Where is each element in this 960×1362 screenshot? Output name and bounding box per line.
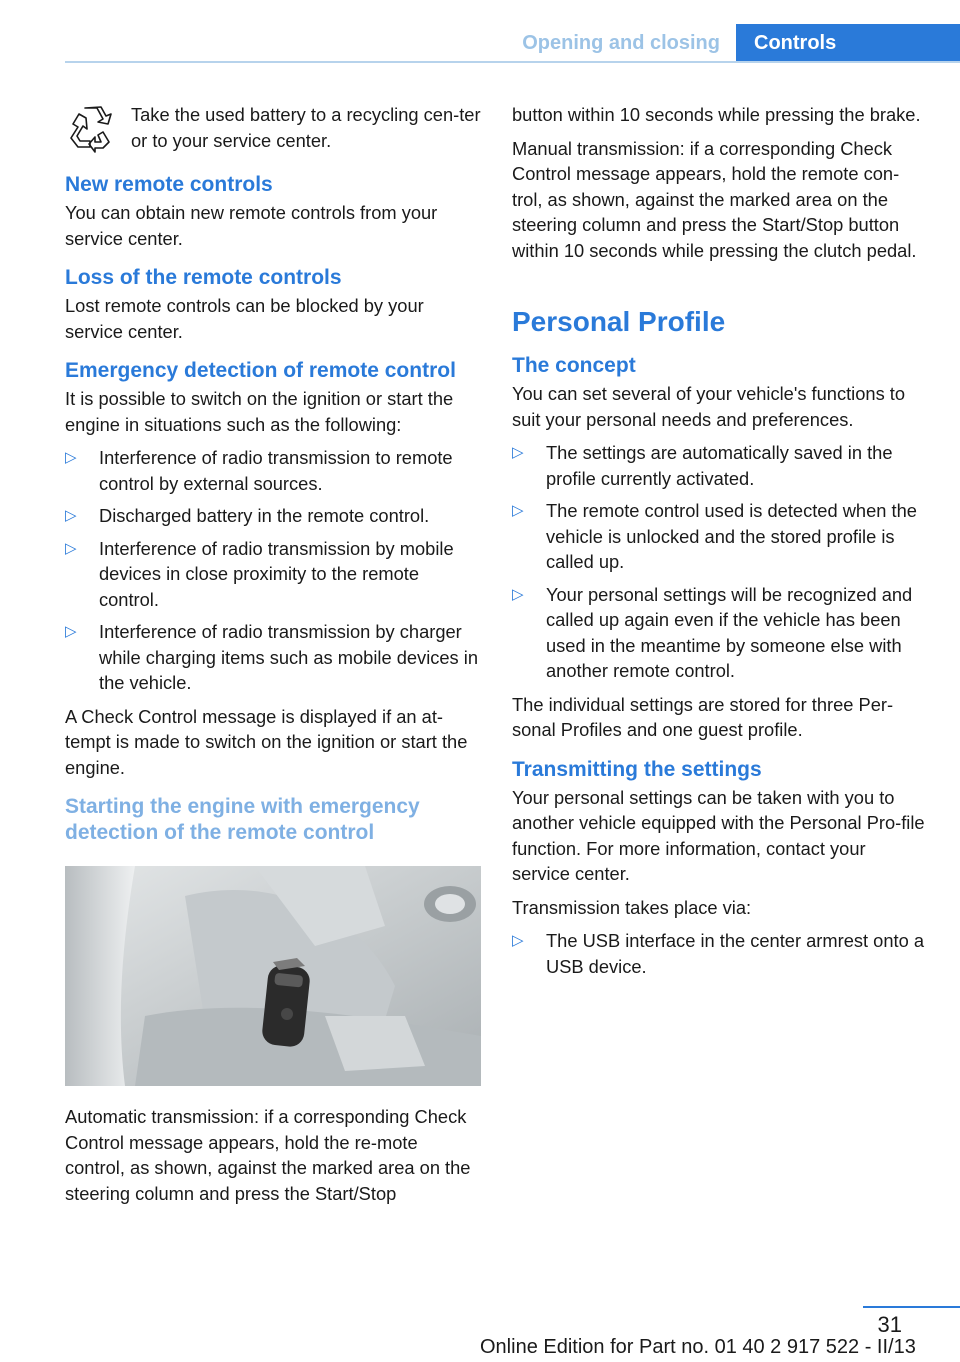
page-number: 31 — [877, 1312, 902, 1337]
bullet-icon: ▷ — [512, 502, 524, 519]
bullet-icon: ▷ — [512, 585, 524, 603]
bullet-icon: ▷ — [512, 932, 524, 949]
heading-personal-profile: Personal Profile — [512, 306, 726, 337]
recycle-text: Take the used battery to a recycling cen‐ter or to your service center. — [131, 104, 481, 151]
list-item: ▷ The remote control used is detected when the vehicle is unlocked and the stored profile is called up. — [512, 500, 917, 572]
steering-column-figure — [65, 866, 481, 1086]
bullet-icon: ▷ — [65, 507, 77, 524]
list-item: ▷ Discharged battery in the remote control. — [65, 503, 481, 529]
heading-loss: Loss of the remote controls — [65, 266, 342, 289]
bullet-icon: ▷ — [65, 449, 77, 466]
bullet-icon: ▷ — [65, 623, 77, 640]
list-item: ▷ Interference of radio transmission to remote control by external sources. — [65, 447, 453, 494]
heading-new-remote: New remote controls — [65, 173, 273, 196]
manual-transmission-text: Manual transmission: if a corresponding Check Control message appears, hold the remote con‐trol, as shown, against the marked area on the steering column and press the Start/Stop button within 10 seconds while pressing the clutch pedal. — [512, 137, 917, 261]
list-item: ▷ Interference of radio transmission by mobile devices in close proximity to the remote control. — [65, 537, 454, 610]
list-item: ▷ Your personal settings will be recognized and called up again even if the vehicle has been used in the meantime by someone else with another remote control. — [512, 583, 913, 681]
heading-concept: The concept — [512, 354, 636, 377]
emergency-list — [65, 445, 481, 696]
header-divider — [65, 61, 960, 63]
list-item: ▷ The settings are automatically saved in the profile currently activated. — [512, 442, 893, 489]
left-column — [65, 102, 481, 1214]
heading-transmitting: Transmitting the settings — [512, 757, 762, 781]
transmitting-intro: Your personal settings can be taken with you to another vehicle equipped with the Personal Pro‐file function. For more information, contact your service center. — [512, 786, 925, 884]
heading-emergency: Emergency detection of remote control — [65, 359, 456, 382]
concept-after: The individual settings are stored for three Per‐sonal Profiles and one guest profile. — [512, 693, 894, 740]
figure-caption: Automatic transmission: if a corresponding Check Control message appears, hold the re‐mote control, as shown, against the marked area on the steering column and press the Start/Stop — [65, 1106, 471, 1204]
recycle-note — [65, 102, 481, 154]
chapter-tab[interactable]: Controls — [736, 24, 960, 62]
list-item: ▷ The USB interface in the center armrest onto a USB device. — [512, 930, 924, 977]
concept-list — [512, 440, 928, 684]
recycle-icon — [65, 102, 117, 154]
list-item: ▷ Interference of radio transmission by charger while charging items such as mobile devices in the vehicle. — [65, 621, 479, 693]
loss-text: Lost remote controls can be blocked by your service center. — [65, 295, 424, 342]
continuation-text: button within 10 seconds while pressing the brake. — [512, 104, 921, 125]
bullet-icon: ▷ — [65, 539, 77, 557]
section-tab[interactable]: Opening and closing — [522, 32, 720, 54]
heading-starting: Starting the engine with emergency detection of the remote control — [65, 795, 420, 844]
emergency-after: A Check Control message is displayed if an at‐tempt is made to switch on the ignition or start the engine. — [65, 705, 468, 778]
concept-intro: You can set several of your vehicle's functions to suit your personal needs and preferences. — [512, 383, 906, 430]
edition-text: Online Edition for Part no. 01 40 2 917 522 - II/13 — [480, 1336, 916, 1358]
transmitting-via: Transmission takes place via: — [512, 896, 752, 918]
emergency-intro: It is possible to switch on the ignition or start the engine in situations such as the following: — [65, 388, 454, 435]
right-column — [512, 102, 928, 987]
steering-column-illustration — [65, 866, 481, 1086]
footer-divider — [863, 1306, 960, 1308]
transmitting-list — [512, 928, 928, 979]
bullet-icon: ▷ — [512, 444, 524, 461]
new-remote-text: You can obtain new remote controls from your service center. — [65, 202, 438, 249]
